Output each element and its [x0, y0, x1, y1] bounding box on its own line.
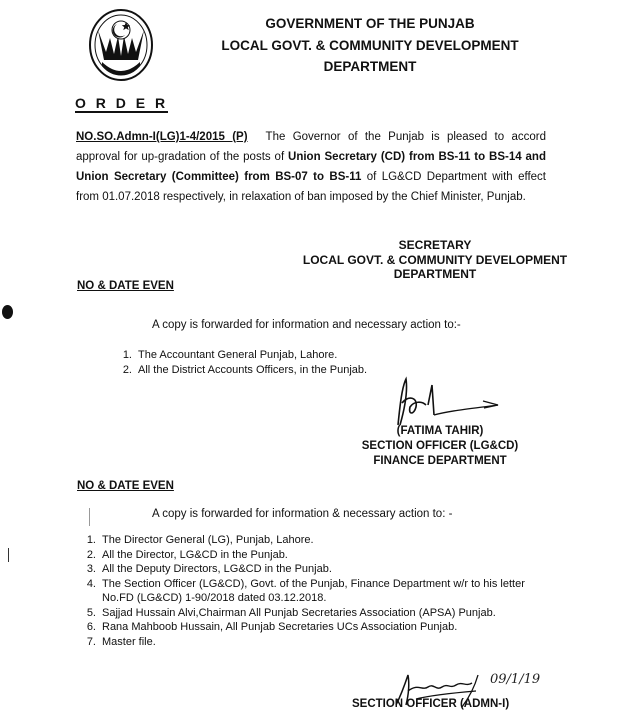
list-item: 4. The Section Officer (LG&CD), Govt. of the Punjab, Finance Department w/r to his letter	[86, 577, 525, 590]
signatory-designation: SECTION OFFICER (LG&CD)	[361, 440, 519, 452]
section-officer-admn-title: SECTION OFFICER (ADMN-I)	[352, 698, 510, 710]
scan-mark	[8, 548, 9, 562]
list-item: 2. All the Director, LG&CD in the Punjab.	[86, 548, 288, 561]
signatory-name: (FATIMA TAHIR)	[396, 425, 484, 437]
copy-list-1	[112, 348, 432, 377]
header-line-3: DEPARTMENT	[323, 59, 417, 74]
secretary-title: SECRETARY	[398, 238, 472, 252]
finance-signature-block	[340, 424, 540, 469]
secretary-department-line-2: DEPARTMENT	[393, 267, 477, 281]
signatory-department: FINANCE DEPARTMENT	[373, 455, 507, 467]
no-date-even-heading-1: NO & DATE EVEN	[77, 280, 174, 292]
list-item: 1. The Accountant General Punjab, Lahore.	[122, 349, 338, 361]
list-item: 1. The Director General (LG), Punjab, Lahore.	[86, 534, 314, 546]
list-item: 2. All the District Accounts Officers, in the Punjab.	[122, 363, 368, 376]
margin-mark	[89, 508, 90, 526]
order-text-part-2: of LG&CD Department with effect from 01.07.2018 respectively, in relaxation of ban imposed by the Chief Minister, Punjab.	[76, 171, 546, 203]
secretary-department-line-1: LOCAL GOVT. & COMMUNITY DEVELOPMENT	[302, 252, 568, 267]
list-item: 7. Master file.	[86, 635, 156, 648]
header-line-1: GOVERNMENT OF THE PUNJAB	[265, 16, 475, 31]
header-line-2: LOCAL GOVT. & COMMUNITY DEVELOPMENT	[221, 38, 519, 53]
no-date-even-heading-2: NO & DATE EVEN	[77, 480, 174, 492]
list-item: 3. All the Deputy Directors, LG&CD in the Punjab.	[86, 563, 332, 575]
secretary-signature-block	[300, 238, 570, 282]
scan-punch-hole	[2, 305, 13, 319]
copy-intro-1: A copy is forwarded for information and necessary action to:-	[152, 319, 461, 331]
handwritten-date: 09/1/19	[490, 672, 541, 687]
list-item: 6. Rana Mahboob Hussain, All Punjab Secretaries UCs Association Punjab.	[86, 621, 458, 633]
copy-intro-2: A copy is forwarded for information & necessary action to: -	[152, 508, 453, 520]
order-text-part-1: The Governor of the Punjab is pleased to accord approval for up-gradation of the posts of	[76, 131, 546, 163]
list-item-continuation: No.FD (LG&CD) 1-90/2018 dated 03.12.2018.	[102, 592, 327, 604]
order-reference-number: NO.SO.Admn-I(LG)1-4/2015 (P)	[76, 131, 248, 143]
copy-list-2	[76, 533, 556, 649]
order-title: O R D E R	[75, 95, 169, 111]
order-text-bold: Union Secretary (CD) from BS-11 to BS-14 and Union Secretary (Committee) from BS-07 to BS-11	[76, 151, 546, 183]
list-item: 5. Sajjad Hussain Alvi,Chairman All Punjab Secretaries Association (APSA) Punjab.	[86, 606, 496, 619]
order-paragraph	[76, 127, 546, 207]
government-emblem	[88, 8, 154, 82]
